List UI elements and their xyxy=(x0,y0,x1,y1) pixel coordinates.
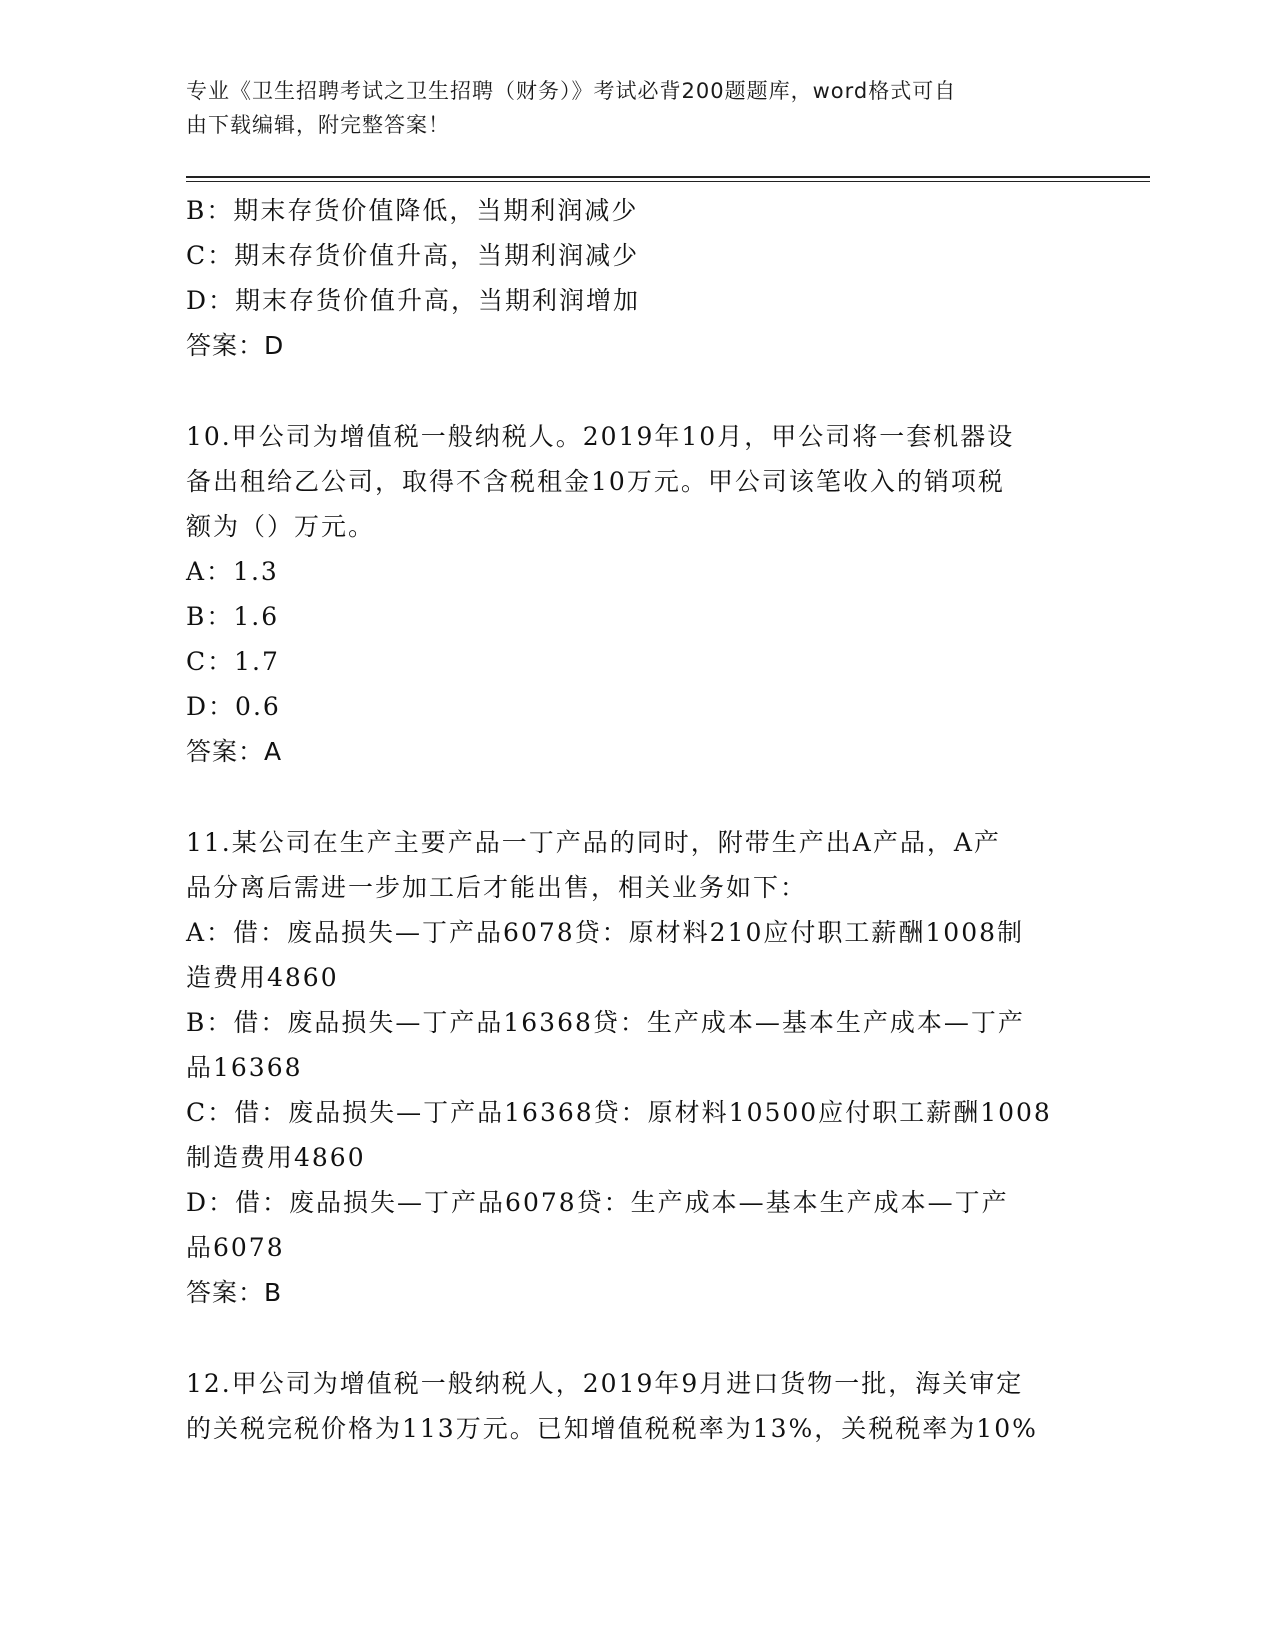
question-11 xyxy=(186,820,1086,1315)
q11-option-c: C：借：废品损失—丁产品16368贷：原材料10500应付职工薪酬1008 xyxy=(186,1098,1052,1127)
header-divider-thin xyxy=(186,181,1150,182)
q10-option-a: A：1.3 xyxy=(186,557,279,586)
page-header xyxy=(186,74,1066,142)
q11-stem-line: 11.某公司在生产主要产品一丁产品的同时，附带生产出A产品，A产 xyxy=(186,828,1001,857)
q12-stem-line: 的关税完税价格为113万元。已知增值税税率为13%，关税税率为10% xyxy=(186,1414,1038,1443)
q10-answer-value: A xyxy=(264,737,283,766)
q10-option-c: C：1.7 xyxy=(186,647,280,676)
header-line-1: 专业《卫生招聘考试之卫生招聘（财务）》考试必背200题题库，word格式可自 xyxy=(186,79,957,103)
question-12 xyxy=(186,1361,1086,1451)
q11-option-a-cont: 造费用4860 xyxy=(186,963,339,992)
q11-option-a: A：借：废品损失—丁产品6078贷：原材料210应付职工薪酬1008制 xyxy=(186,918,1025,947)
q11-answer xyxy=(186,1270,1086,1315)
spacer xyxy=(186,1315,1086,1361)
q10-stem-line: 额为（）万元。 xyxy=(186,512,376,541)
header-line-2: 由下载编辑，附完整答案！ xyxy=(186,113,450,137)
q11-option-b-cont: 品16368 xyxy=(186,1053,303,1082)
q10-option-b: B：1.6 xyxy=(186,602,280,631)
q11-answer-value: B xyxy=(264,1278,283,1307)
q10-answer-label: 答案： xyxy=(186,737,265,766)
q9-option-c: C：期末存货价值升高，当期利润减少 xyxy=(186,241,640,270)
q10-stem-line: 10.甲公司为增值税一般纳税人。2019年10月，甲公司将一套机器设 xyxy=(186,422,1015,451)
spacer xyxy=(186,368,1086,414)
question-10 xyxy=(186,414,1086,774)
q12-stem-line: 12.甲公司为增值税一般纳税人，2019年9月进口货物一批，海关审定 xyxy=(186,1369,1024,1398)
question-content xyxy=(186,188,1086,1451)
q11-option-b: B：借：废品损失—丁产品16368贷：生产成本—基本生产成本—丁产 xyxy=(186,1008,1025,1037)
q11-stem-line: 品分离后需进一步加工后才能出售，相关业务如下： xyxy=(186,873,808,902)
header-divider-thick xyxy=(186,176,1150,178)
q10-answer xyxy=(186,729,1086,774)
q9-option-d: D：期末存货价值升高，当期利润增加 xyxy=(186,286,641,315)
question-9 xyxy=(186,188,1086,368)
q9-answer xyxy=(186,323,1086,368)
q11-option-d-cont: 品6078 xyxy=(186,1233,285,1262)
q9-option-b: B：期末存货价值降低，当期利润减少 xyxy=(186,196,639,225)
spacer xyxy=(186,774,1086,820)
q10-stem-line: 备出租给乙公司，取得不含税租金10万元。甲公司该笔收入的销项税 xyxy=(186,467,1005,496)
q10-option-d: D：0.6 xyxy=(186,692,281,721)
q9-answer-label: 答案： xyxy=(186,331,265,360)
q11-option-c-cont: 制造费用4860 xyxy=(186,1143,366,1172)
q9-answer-value: D xyxy=(264,331,285,360)
q11-answer-label: 答案： xyxy=(186,1278,265,1307)
q11-option-d: D：借：废品损失—丁产品6078贷：生产成本—基本生产成本—丁产 xyxy=(186,1188,1009,1217)
